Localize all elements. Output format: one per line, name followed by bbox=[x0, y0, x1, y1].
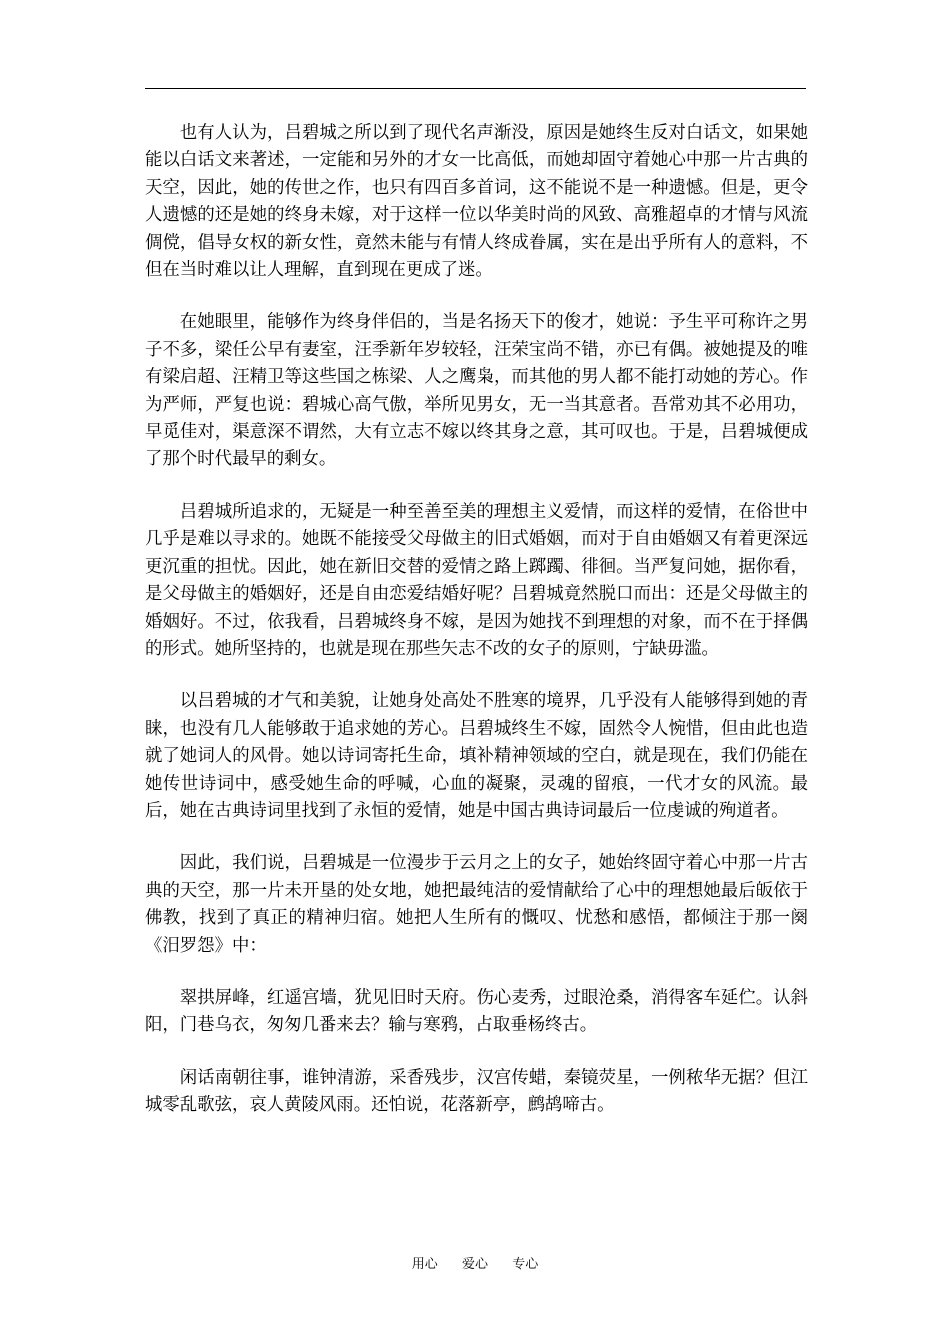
header-divider bbox=[145, 88, 806, 89]
article-body bbox=[145, 120, 808, 1145]
paragraph-4: 以吕碧城的才气和美貌，让她身处高处不胜寒的境界，几乎没有人能够得到她的青睐，也没有几人能够敢于追求她的芳心。吕碧城终生不嫁，固然令人惋惜，但由此也造就了她词人的风骨。她以诗词寄托生命，填补精神领域的空白，就是现在，我们仍能在她传世诗词中，感受她生命的呼喊，心血的凝聚，灵魂的留痕，一代才女的风流。最后，她在古典诗词里找到了永恒的爱情，她是中国古典诗词最后一位虔诚的殉道者。 bbox=[145, 691, 808, 821]
paragraph-5: 因此，我们说，吕碧城是一位漫步于云月之上的女子，她始终固守着心中那一片古典的天空，那一片未开垦的处女地，她把最纯洁的爱情献给了心中的理想她最后皈依于佛教，找到了真正的精神归宿。她把人生所有的慨叹、忧愁和感悟，都倾注于那一阕《汨罗怨》中： bbox=[145, 853, 808, 956]
page-footer: 用心 爱心 专心 bbox=[411, 1257, 539, 1272]
poem-stanza-1: 翠拱屏峰，红遥宫墙，犹见旧时天府。伤心麦秀，过眼沧桑，消得客车延伫。认斜阳，门巷乌衣，匆匆几番来去？输与寒鸦，占取垂杨终古。 bbox=[145, 987, 808, 1036]
paragraph-3: 吕碧城所追求的，无疑是一种至善至美的理想主义爱情，而这样的爱情，在俗世中几乎是难以寻求的。她既不能接受父母做主的旧式婚姻，而对于自由婚姻又有着更深远更沉重的担忧。因此，她在新旧交替的爱情之路上踯躅、徘徊。当严复问她，据你看，是父母做主的婚姻好，还是自由恋爱结婚好呢？吕碧城竟然脱口而出：还是父母做主的婚姻好。不过，依我看，吕碧城终身不嫁，是因为她找不到理想的对象，而不在于择偶的形式。她所坚持的，也就是现在那些矢志不改的女子的原则，宁缺毋滥。 bbox=[145, 501, 808, 659]
poem-stanza-2: 闲话南朝往事，谁钟清游，采香残步，汉宫传蜡，秦镜荧星，一例秾华无据？但江城零乱歌弦，哀人黄陵风雨。还怕说，花落新亭，鹧鸪啼古。 bbox=[145, 1067, 808, 1116]
paragraph-2: 在她眼里，能够作为终身伴侣的，当是名扬天下的俊才，她说：予生平可称许之男子不多，梁任公早有妻室，汪季新年岁较轻，汪荣宝尚不错，亦已有偶。被她提及的唯有梁启超、汪精卫等这些国之栋梁、人之鹰枭，而其他的男人都不能打动她的芳心。作为严师，严复也说：碧城心高气傲，举所见男女，无一当其意者。吾常劝其不必用功，早觅佳对，渠意深不谓然，大有立志不嫁以终其身之意，其可叹也。于是，吕碧城便成了那个时代最早的剩女。 bbox=[145, 312, 808, 470]
paragraph-1: 也有人认为，吕碧城之所以到了现代名声渐没，原因是她终生反对白话文，如果她能以白话文来著述，一定能和另外的才女一比高低，而她却固守着她心中那一片古典的天空，因此，她的传世之作，也只有四百多首词，这不能说不是一种遗憾。但是，更令人遗憾的还是她的终身未嫁，对于这样一位以华美时尚的风致、高雅超卓的才情与风流倜傥，倡导女权的新女性，竟然未能与有情人终成眷属，实在是出乎所有人的意料，不但在当时难以让人理解，直到现在更成了迷。 bbox=[145, 123, 808, 281]
